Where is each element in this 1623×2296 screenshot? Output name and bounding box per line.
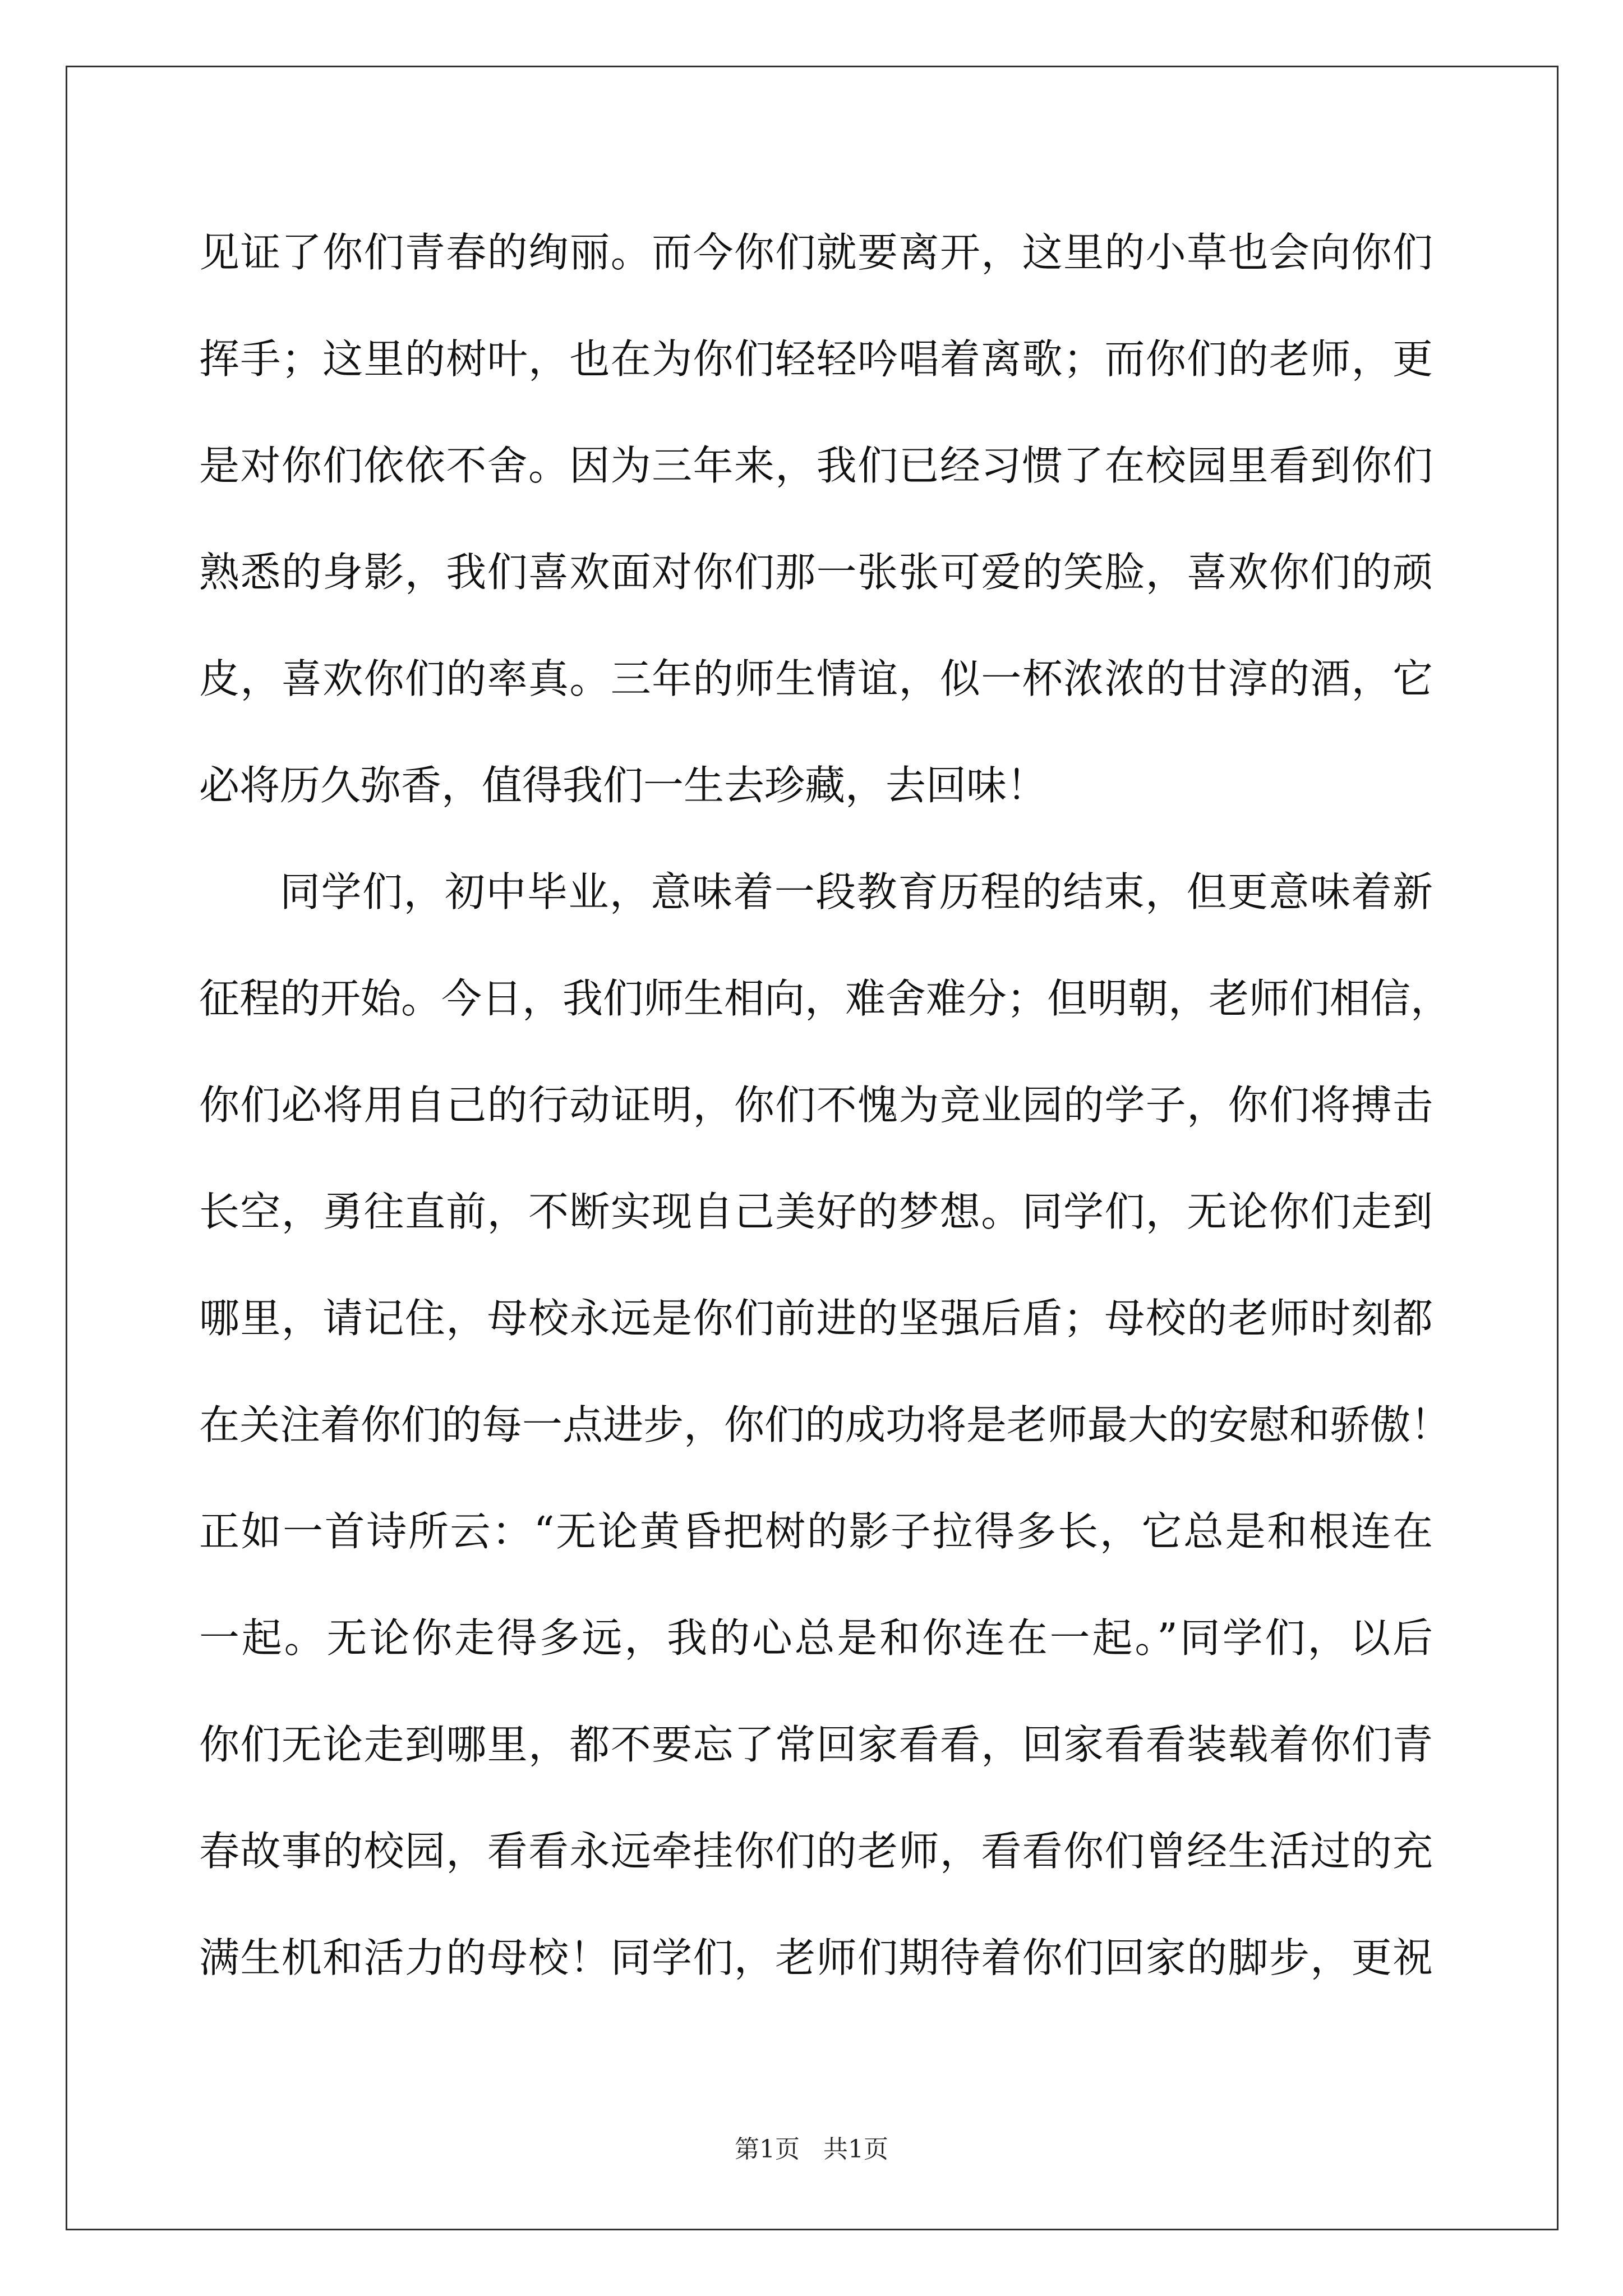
- text-line: 是对你们依依不舍。因为三年来，我们已经习惯了在校园里看到你们: [199, 442, 1433, 489]
- text-line: 在关注着你们的每一点进步，你们的成功将是老师最大的安慰和骄傲！: [199, 1401, 1451, 1448]
- text-line: 征程的开始。今日，我们师生相向，难舍难分；但明朝，老师们相信，: [199, 975, 1451, 1022]
- text-line: 满生机和活力的母校！同学们，老师们期待着你们回家的脚步，更祝: [199, 1934, 1433, 1981]
- text-line: 长空，勇往直前，不断实现自己美好的梦想。同学们，无论你们走到: [199, 1188, 1433, 1235]
- text-line: 你们无论走到哪里，都不要忘了常回家看看，回家看看装载着你们青: [199, 1721, 1433, 1768]
- text-line: 见证了你们青春的绚丽。而今你们就要离开，这里的小草也会向你们: [199, 229, 1433, 276]
- text-line: 挥手；这里的树叶，也在为你们轻轻吟唱着离歌；而你们的老师，更: [199, 335, 1433, 383]
- document-body: [199, 210, 1451, 2022]
- text-line: 熟悉的身影，我们喜欢面对你们那一张张可爱的笑脸，喜欢你们的顽: [199, 549, 1433, 596]
- text-line: 必将历久弥香，值得我们一生去珍藏，去回味！: [199, 762, 1048, 809]
- text-line: 正如一首诗所云：“无论黄昏把树的影子拉得多长，它总是和根连在: [199, 1508, 1433, 1555]
- page-number-footer: 第1页 共1页: [735, 2135, 888, 2164]
- text-line: 春故事的校园，看看永远牵挂你们的老师，看看你们曾经生活过的充: [199, 1828, 1433, 1875]
- text-line: 一起。无论你走得多远，我的心总是和你连在一起。”同学们，以后: [199, 1614, 1433, 1662]
- text-line: 你们必将用自己的行动证明，你们不愧为竞业园的学子，你们将搏击: [199, 1082, 1433, 1129]
- text-line: 皮，喜欢你们的率真。三年的师生情谊，似一杯浓浓的甘淳的酒，它: [199, 655, 1433, 702]
- paragraph-first-line: 同学们，初中毕业，意味着一段教育历程的结束，但更意味着新: [280, 868, 1433, 915]
- text-line: 哪里，请记住，母校永远是你们前进的坚强后盾；母校的老师时刻都: [199, 1295, 1433, 1342]
